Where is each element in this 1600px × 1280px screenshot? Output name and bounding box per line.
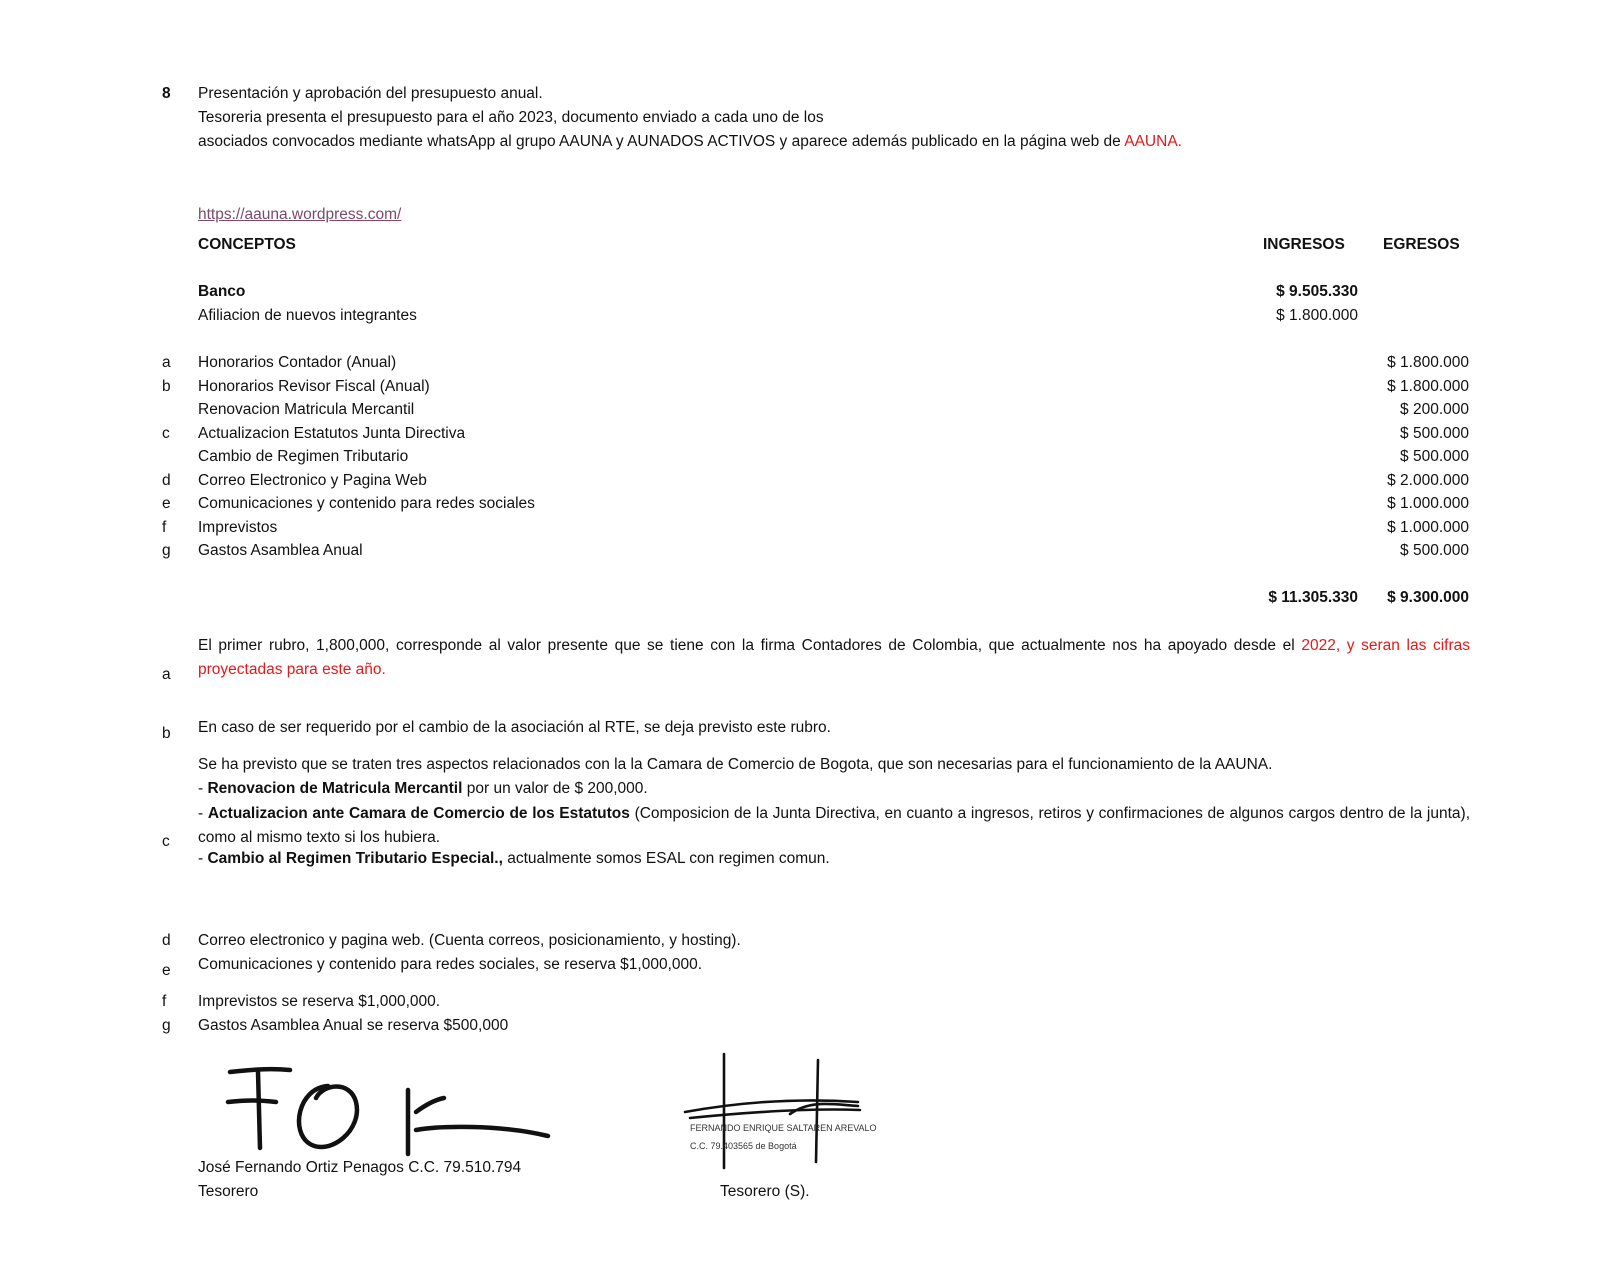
note-d-letter: d (162, 932, 171, 949)
note-g-letter: g (162, 1017, 171, 1034)
total-expense: $ 9.300.000 (1387, 589, 1469, 606)
signature-right (680, 1050, 880, 1170)
signer-left-name: José Fernando Ortiz Penagos C.C. 79.510.794 (198, 1159, 522, 1176)
note-f-letter: f (162, 993, 167, 1010)
note-b-letter: b (162, 725, 171, 742)
header-income: INGRESOS (1263, 236, 1345, 253)
header-expense: EGRESOS (1383, 236, 1460, 253)
row-concept: Gastos Asamblea Anual (198, 542, 363, 559)
row-concept: Honorarios Revisor Fiscal (Anual) (198, 378, 430, 395)
signer-left-role: Tesorero (198, 1183, 259, 1200)
note-c-item-2-bold: Actualizacion ante Camara de Comercio de los Estatutos (207, 805, 630, 822)
row-banco-concept: Banco (198, 283, 246, 300)
stamp-name: FERNANDO ENRIQUE SALTAREN AREVALO (690, 1123, 877, 1133)
note-c-letter: c (162, 833, 170, 850)
note-a-text: El primer rubro, 1,800,000, corresponde al valor presente que se tiene con la firma Contadores de Colombia, que actualmente nos ha apoyado desde el (198, 637, 1295, 654)
intro-red-text: AAUNA. (1124, 133, 1182, 150)
row-expense: $ 1.800.000 (1387, 378, 1469, 395)
row-concept: Cambio de Regimen Tributario (198, 448, 409, 465)
signature-right-scribble (680, 1050, 870, 1170)
row-letter: d (162, 472, 171, 489)
row-concept: Correo Electronico y Pagina Web (198, 472, 427, 489)
note-c-item-1 (198, 779, 648, 799)
row-concept: Honorarios Contador (Anual) (198, 354, 397, 371)
dash: - (198, 850, 208, 867)
row-expense: $ 1.000.000 (1387, 519, 1469, 536)
note-a (198, 634, 1470, 681)
intro-line-1: Tesoreria presenta el presupuesto para el año 2023, documento enviado a cada uno de los (198, 109, 824, 126)
section-title: Presentación y aprobación del presupuesto anual. (198, 85, 543, 102)
row-letter: b (162, 378, 171, 395)
total-income: $ 11.305.330 (1268, 589, 1358, 606)
note-d-text: Correo electronico y pagina web. (Cuenta correos, posicionamiento, y hosting). (198, 932, 741, 949)
header-concepts: CONCEPTOS (198, 236, 296, 253)
note-e-letter: e (162, 962, 171, 979)
note-b-text: En caso de ser requerido por el cambio de la asociación al RTE, se deja previsto este rubro. (198, 719, 831, 736)
row-concept: Comunicaciones y contenido para redes sociales (198, 495, 535, 512)
row-expense: $ 500.000 (1400, 448, 1469, 465)
note-c-intro: Se ha previsto que se traten tres aspectos relacionados con la la Camara de Comercio de Bogota, que son necesarias para el funcionamiento de la AAUNA. (198, 756, 1273, 773)
row-expense: $ 1.000.000 (1387, 495, 1469, 512)
row-concept: Actualizacion Estatutos Junta Directiva (198, 425, 466, 442)
note-c-item-1-bold: Renovacion de Matricula Mercantil (207, 780, 463, 797)
row-expense: $ 200.000 (1400, 401, 1469, 418)
note-c-item-1-rest: por un valor de $ 200,000. (462, 780, 648, 797)
row-expense: $ 2.000.000 (1387, 472, 1469, 489)
row-letter: e (162, 495, 171, 512)
section-number: 8 (162, 85, 171, 102)
note-c-item-2 (198, 802, 1470, 849)
note-c-item-3 (198, 849, 830, 869)
note-f-text: Imprevistos se reserva $1,000,000. (198, 993, 441, 1010)
signer-right-role: Tesorero (S). (720, 1183, 810, 1200)
signature-left (198, 1060, 578, 1160)
note-c-item-3-bold: Cambio al Regimen Tributario Especial., (207, 850, 503, 867)
note-e-text: Comunicaciones y contenido para redes sociales, se reserva $1,000,000. (198, 956, 703, 973)
row-letter: c (162, 425, 170, 442)
note-c-item-2-rest: (Composicion de la Junta Directiva, en cuanto a ingresos, retiros y confirmaciones de algunos cargos dentro de la junta), como al mismo texto si los hubiera. (198, 805, 1470, 846)
website-link[interactable]: https://aauna.wordpress.com/ (198, 206, 402, 223)
row-banco-income: $ 9.505.330 (1276, 283, 1358, 300)
note-a-red-text: 2022, y seran las cifras proyectadas para este año. (198, 637, 1470, 678)
note-c-item-3-rest: actualmente somos ESAL con regimen comun. (502, 850, 830, 867)
row-afiliacion-concept: Afiliacion de nuevos integrantes (198, 307, 417, 324)
dash: - (198, 780, 208, 797)
note-g-text: Gastos Asamblea Anual se reserva $500,000 (198, 1017, 509, 1034)
row-letter: f (162, 519, 167, 536)
row-letter: g (162, 542, 171, 559)
intro-text: asociados convocados mediante whatsApp al grupo AAUNA y AUNADOS ACTIVOS y aparece además publicado en la página web de (198, 133, 1121, 150)
note-a-letter: a (162, 666, 171, 683)
dash: - (198, 805, 208, 822)
intro-line-2 (198, 132, 1182, 152)
row-afiliacion-income: $ 1.800.000 (1276, 307, 1358, 324)
row-expense: $ 500.000 (1400, 542, 1469, 559)
row-concept: Renovacion Matricula Mercantil (198, 401, 415, 418)
row-letter: a (162, 354, 171, 371)
row-expense: $ 500.000 (1400, 425, 1469, 442)
row-expense: $ 1.800.000 (1387, 354, 1469, 371)
row-concept: Imprevistos (198, 519, 278, 536)
stamp-id: C.C. 79.403565 de Bogotá (690, 1141, 797, 1151)
